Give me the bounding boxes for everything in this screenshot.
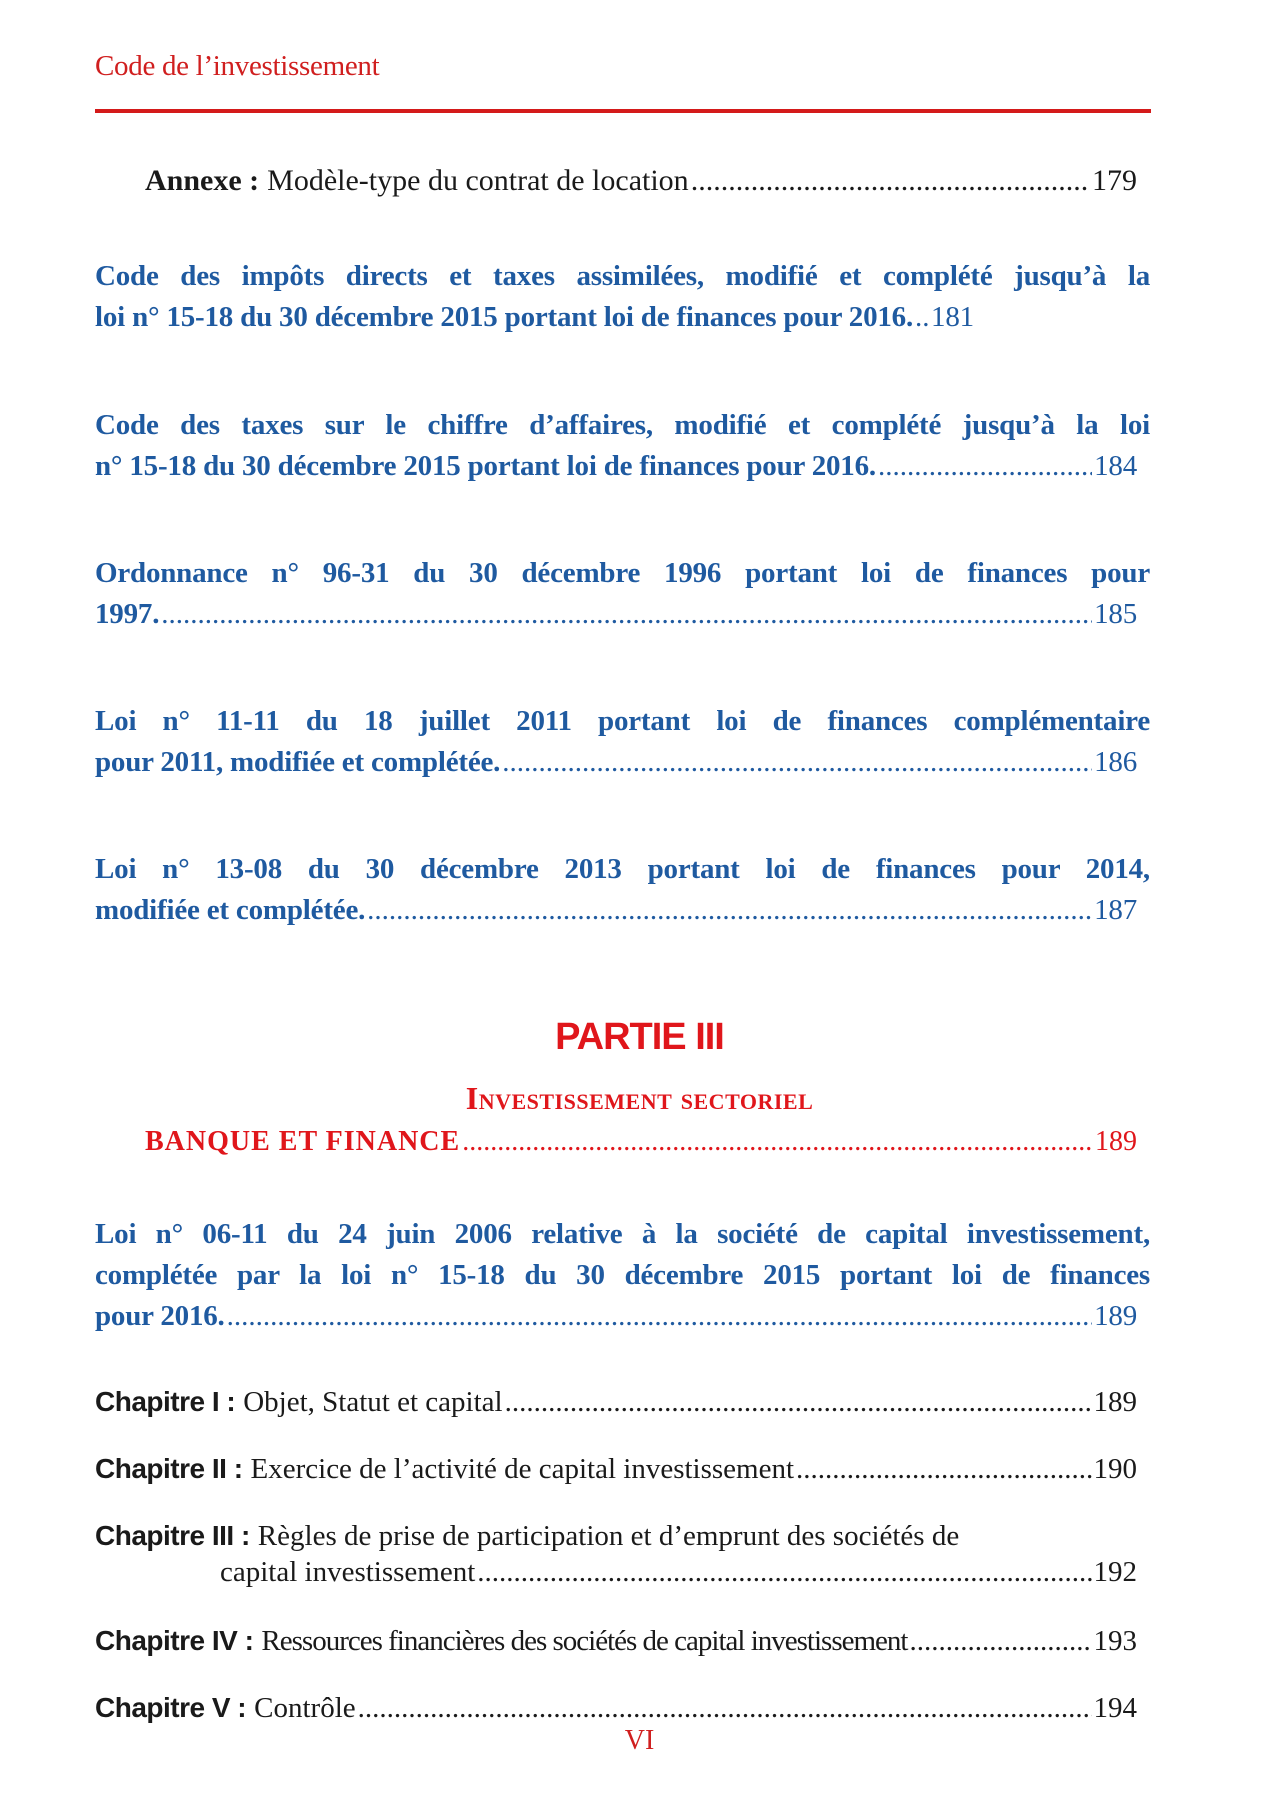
toc-chapter-3-continuation[interactable] [220, 1556, 1137, 1589]
toc-entry-line: Loi n° 11-11 du 18 juillet 2011 portant loi de finances complémentaire [95, 705, 1150, 737]
chapter-label: Chapitre V : [95, 1692, 247, 1723]
toc-entry-code-impots-directs[interactable] [95, 256, 1150, 338]
toc-page-number: 179 [1092, 164, 1137, 197]
toc-entry-line: Code des impôts directs et taxes assimilées, modifié et complété jusqu’à la [95, 260, 1150, 292]
chapter-title: Ressources financières des sociétés de capital investissement [261, 1625, 908, 1657]
toc-entry-line: n° 15-18 du 30 décembre 2015 portant loi de finances pour 2016. [95, 450, 876, 482]
dot-leader [878, 446, 1092, 487]
toc-entry-annexe[interactable] [145, 164, 1137, 198]
toc-page-number: 181 [931, 301, 974, 333]
toc-chapter-4[interactable] [95, 1625, 1137, 1658]
toc-page-number: 194 [1093, 1692, 1137, 1724]
toc-page-number: 193 [1093, 1625, 1137, 1657]
toc-page-number: 189 [1095, 1126, 1137, 1157]
chapter-label: Chapitre IV : [95, 1625, 254, 1656]
dot-leader [477, 1556, 1091, 1589]
dot-leader [915, 297, 929, 338]
toc-chapter-2[interactable] [95, 1453, 1137, 1486]
toc-entry-banque-et-finance[interactable] [145, 1126, 1137, 1158]
toc-page-number: 192 [1093, 1556, 1137, 1588]
toc-entry-line: pour 2011, modifiée et complétée. [95, 746, 501, 778]
toc-page-number: 190 [1093, 1453, 1137, 1485]
dot-leader [161, 594, 1092, 635]
dot-leader [462, 1126, 1093, 1158]
toc-page-number: 185 [1094, 598, 1137, 630]
toc-entry-line: Loi n° 06-11 du 24 juin 2006 relative à la société de capital investissement, [95, 1218, 1150, 1250]
page-number: VI [624, 1725, 655, 1756]
part-subtitle: Investissement sectoriel [465, 1080, 814, 1116]
toc-chapter-3[interactable] [95, 1520, 1137, 1553]
toc-chapter-5[interactable] [95, 1692, 1137, 1725]
dot-leader [502, 742, 1092, 783]
dot-leader [796, 1453, 1091, 1486]
dot-leader [227, 1296, 1092, 1337]
chapter-title: Contrôle [254, 1692, 356, 1724]
dot-leader [909, 1625, 1091, 1658]
chapter-label: Chapitre II : [95, 1453, 243, 1484]
dot-leader [367, 890, 1092, 931]
toc-page-number: 189 [1094, 1300, 1137, 1332]
toc-page-number: 186 [1094, 746, 1137, 778]
chapter-title: Objet, Statut et capital [243, 1386, 503, 1418]
toc-chapter-1[interactable] [95, 1386, 1137, 1419]
running-header-title: Code de l’investissement [95, 50, 380, 82]
toc-entry-loi-13-08[interactable] [95, 849, 1150, 931]
toc-page-number: 189 [1093, 1386, 1137, 1418]
toc-entry-line: complétée par la loi n° 15-18 du 30 décembre 2015 portant loi de finances [95, 1259, 1150, 1291]
toc-entry-text: Modèle-type du contrat de location [267, 164, 689, 197]
toc-entry-line: Loi n° 13-08 du 30 décembre 2013 portant loi de finances pour 2014, [95, 853, 1150, 885]
toc-entry-label: Annexe : [145, 164, 260, 197]
chapter-title: Exercice de l’activité de capital investissement [250, 1453, 795, 1485]
toc-page-number: 184 [1094, 450, 1137, 482]
part-title: PARTIE III [555, 1016, 724, 1058]
toc-section-label: BANQUE ET FINANCE [145, 1126, 461, 1157]
toc-entry-loi-11-11[interactable] [95, 701, 1150, 783]
toc-entry-code-taxes-chiffre-affaires[interactable] [95, 405, 1150, 487]
toc-page-number: 187 [1094, 894, 1137, 926]
toc-entry-line: 1997. [95, 598, 160, 630]
toc-entry-line: loi n° 15-18 du 30 décembre 2015 portant loi de finances pour 2016. [95, 301, 914, 333]
toc-entry-ordonnance-96-31[interactable] [95, 553, 1150, 635]
dot-leader [358, 1692, 1092, 1725]
chapter-label: Chapitre I : [95, 1386, 236, 1417]
toc-entry-line: modifiée et complétée. [95, 894, 366, 926]
chapter-label: Chapitre III : [95, 1520, 250, 1551]
dot-leader [691, 164, 1090, 198]
dot-leader [505, 1386, 1092, 1419]
chapter-title: Règles de prise de participation et d’emprunt des sociétés de [257, 1520, 960, 1552]
toc-entry-line: Code des taxes sur le chiffre d’affaires, modifié et complété jusqu’à la loi [95, 409, 1150, 441]
toc-entry-line: pour 2016. [95, 1300, 225, 1332]
header-rule [95, 109, 1151, 113]
chapter-title-continuation: capital investissement [220, 1556, 476, 1588]
toc-entry-loi-06-11[interactable] [95, 1214, 1150, 1337]
toc-entry-line: Ordonnance n° 96-31 du 30 décembre 1996 portant loi de finances pour [95, 557, 1150, 589]
